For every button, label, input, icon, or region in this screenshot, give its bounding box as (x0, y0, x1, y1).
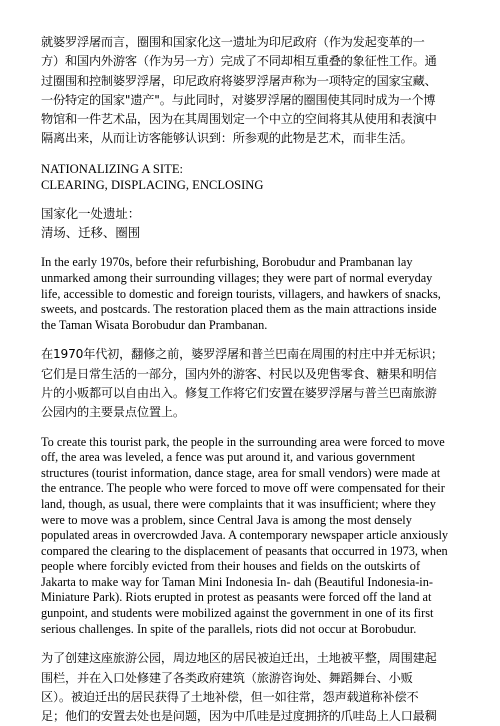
text-line: people where forcibly evicted from their houses and fields on the outskirts of (41, 559, 421, 574)
text-line: Jakarta to make way for Taman Mini Indonesia In- dah (Beautiful Indonesia-in- (41, 574, 433, 589)
text-line: 在1970年代初，翻修之前，婆罗浮屠和普兰巴南在周围的村庄中并无标识； (41, 347, 443, 362)
intro-paragraph-zh (41, 33, 465, 149)
text-line: Miniature Park). Riots erupted in protest as peasants were forced off the land at (41, 590, 432, 605)
text-line: 过圈围和控制婆罗浮屠，印尼政府将婆罗浮屠声称为一项特定的国家宝藏、 (41, 73, 437, 88)
text-line: gunpoint, and students were mobilized against the government in one of its first (41, 606, 434, 621)
paragraph-1-en (41, 255, 465, 333)
text-line: 一份特定的国家"遗产"。与此同时，对婆罗浮屠的圈围使其同时成为一个博 (41, 92, 436, 107)
text-line: off, the area was leveled, a fence was put around it, and various government (41, 450, 416, 465)
text-line: sweets, and postcards. The restoration placed them as the main attractions inside (41, 302, 437, 317)
heading-line: NATIONALIZING A SITE: (41, 161, 184, 176)
text-line: 方）和国内外游客（作为另一方）完成了不同却相互重叠的象征性工作。通 (41, 54, 437, 69)
text-line: life, accessible to domestic and foreign tourists, villagers, and hawkers of snacks, (41, 286, 441, 301)
text-line: 它们是日常生活的一部分，国内外的游客、村民以及兜售零食、糖果和明信 (41, 366, 437, 381)
paragraph-1-zh (41, 345, 465, 422)
text-line: 就婆罗浮屠而言，圈围和国家化这一遗址为印尼政府（作为发起变革的一 (41, 35, 425, 49)
heading-line: CLEARING, DISPLACING, ENCLOSING (41, 177, 264, 192)
text-line: compared the clearing to the displacement of peasants that occurred in 1973, when (41, 543, 448, 558)
text-line: populated areas in overcrowded Java. A contemporary newspaper article anxiously (41, 528, 449, 543)
text-line: unmarked among their surrounding villages; they were part of normal everyday (41, 270, 433, 285)
heading-line: 清场、迁移、圈围 (41, 225, 141, 241)
text-line: 隔离出来，从而让访客能够认识到：所参观的此物是艺术，而非生活。 (41, 131, 413, 146)
document-page (41, 33, 465, 726)
paragraph-2-zh (41, 649, 465, 726)
text-line: serious challenges. In spite of the parallels, riots did not occur at Borobudur. (41, 621, 417, 636)
text-line: 片的小贩都可以自由出入。修复工作将它们安置在婆罗浮屠与普兰巴南旅游 (41, 385, 437, 400)
section-heading-zh (41, 204, 465, 242)
text-line: 足；他们的安置去处也是问题，因为中爪哇是过度拥挤的爪哇岛上人口最稠 (41, 709, 437, 724)
text-line: 物馆和一件艺术品，因为在其周围划定一个中立的空间将其从使用和表演中 (41, 112, 437, 127)
text-line: 区）。被迫迁出的居民获得了土地补偿，但一如往常，怨声载道称补偿不 (41, 689, 419, 704)
text-line: 公园内的主要景点位置上。 (41, 405, 185, 420)
paragraph-2-en (41, 435, 465, 638)
text-line: 为了创建这座旅游公园，周边地区的居民被迫迁出，土地被平整，周围建起 (41, 651, 437, 666)
text-line: 围栏，并在入口处修建了各类政府建筑（旅游咨询处、舞蹈舞台、小贩 (41, 670, 413, 685)
text-line: the entrance. The people who were forced to move off were compensated for their (41, 481, 445, 496)
text-line: were to move was a problem, since Central Java is among the most densely (41, 512, 412, 527)
text-line: structures (tourist information, dance stage, area for small vendors) were made at (41, 465, 441, 480)
section-heading-en (41, 162, 465, 194)
heading-line: 国家化一处遗址： (41, 206, 141, 222)
text-line: the Taman Wisata Borobudur dan Prambanan. (41, 317, 268, 332)
text-line: To create this tourist park, the people in the surrounding area were forced to move (41, 434, 445, 449)
text-line: In the early 1970s, before their refurbishing, Borobudur and Prambanan lay (41, 255, 413, 270)
text-line: land, though, as usual, there were complaints that it was insufficient; where they (41, 496, 436, 511)
